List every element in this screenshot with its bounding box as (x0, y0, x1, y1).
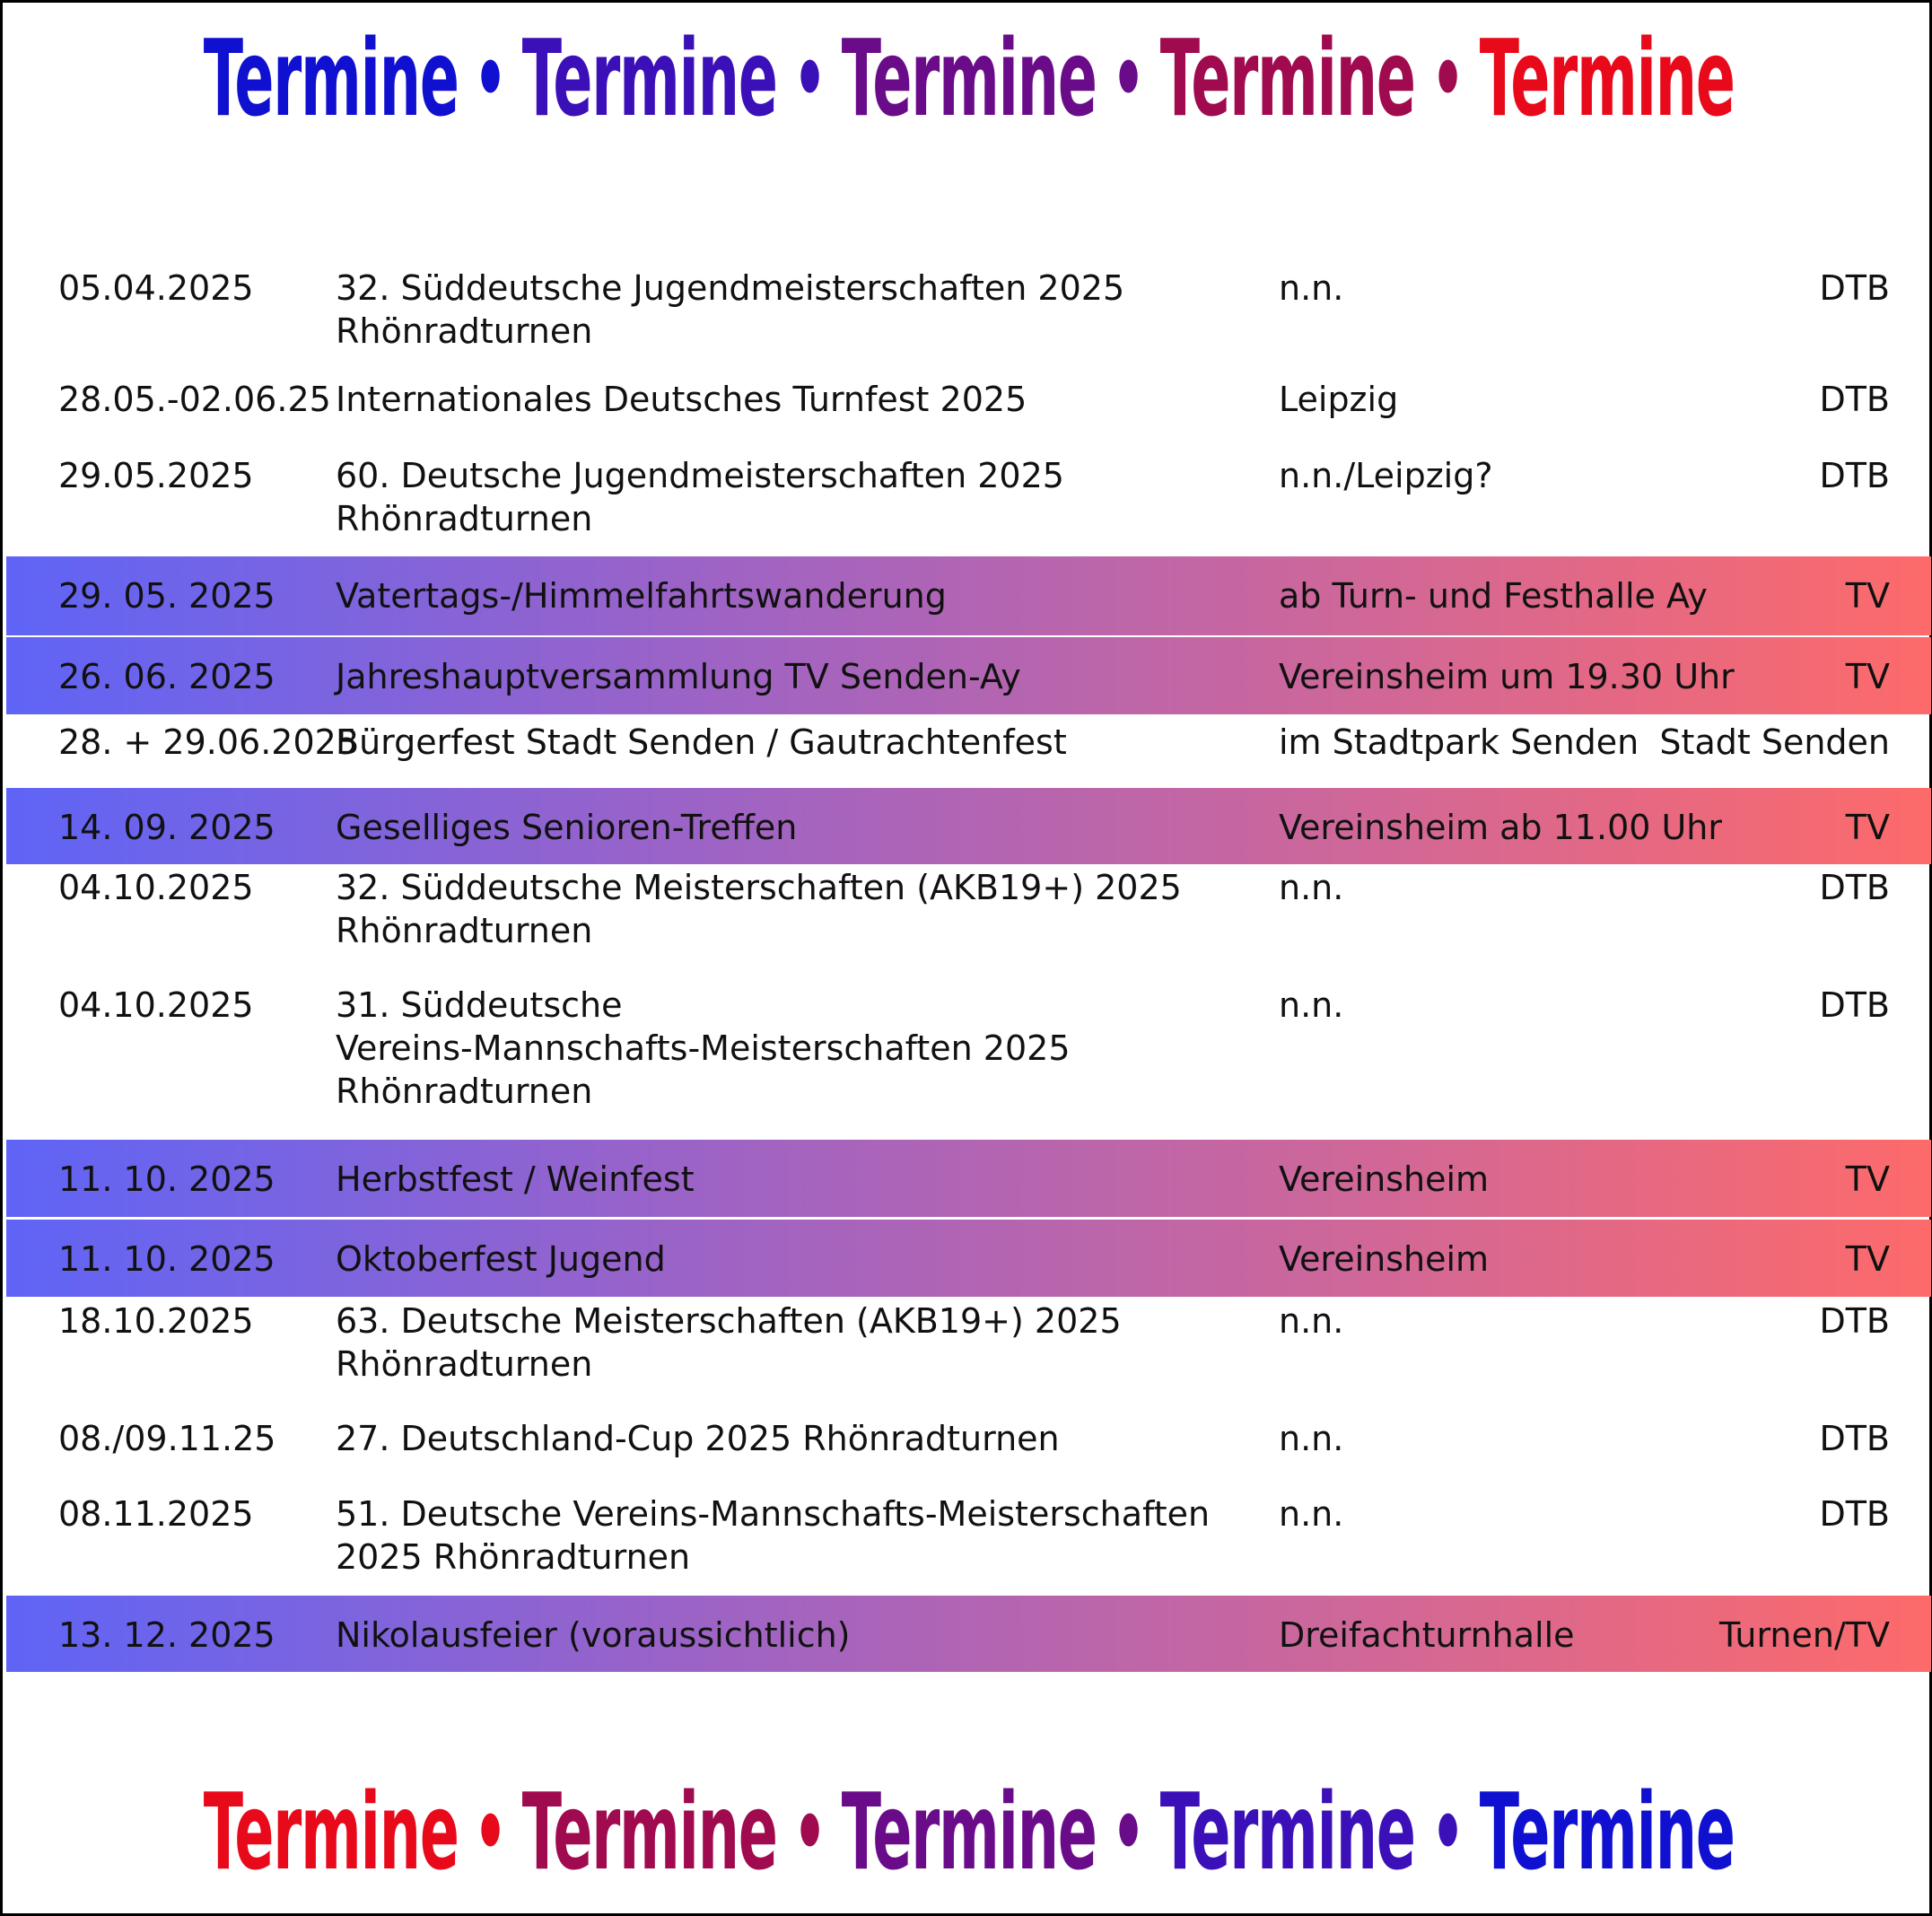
event-title-line: Herbstfest / Weinfest (336, 1159, 695, 1199)
event-location: n.n. (1279, 1419, 1344, 1458)
event-organizer: TV (1845, 1159, 1890, 1199)
event-location: Vereinsheim (1279, 1159, 1490, 1199)
event-row (6, 267, 1931, 353)
banner-word: Termine (1159, 18, 1415, 141)
event-title-line: Rhönradturnen (336, 1344, 593, 1384)
event-title-line: 60. Deutsche Jugendmeisterschaften 2025 (336, 456, 1064, 495)
event-location: n.n. (1279, 1494, 1344, 1534)
event-title-line: Rhönradturnen (336, 499, 593, 538)
event-title-line: 2025 Rhönradturnen (336, 1537, 691, 1577)
event-date: 29. 05. 2025 (58, 576, 275, 616)
banner-separator: • (1430, 23, 1464, 135)
event-location: n.n. (1279, 985, 1344, 1025)
event-location: Vereinsheim ab 11.00 Uhr (1279, 808, 1723, 847)
event-title (336, 574, 1251, 617)
event-title (336, 454, 1251, 540)
event-title (336, 378, 1251, 421)
event-date: 08./09.11.25 (58, 1419, 276, 1458)
event-row (6, 984, 1931, 1113)
event-title-line: 27. Deutschland-Cup 2025 Rhönradturnen (336, 1419, 1060, 1458)
banner-word: Termine (522, 18, 778, 141)
event-row (6, 1417, 1931, 1460)
banner-separator: • (792, 23, 826, 135)
event-title-line: 63. Deutsche Meisterschaften (AKB19+) 2025 (336, 1301, 1122, 1341)
event-title (336, 1158, 1251, 1201)
event-location: Leipzig (1279, 380, 1399, 419)
event-title (336, 1238, 1251, 1281)
event-title-line: Internationales Deutsches Turnfest 2025 (336, 380, 1027, 419)
event-title (336, 267, 1251, 353)
event-title-line: Geselliges Senioren-Treffen (336, 808, 798, 847)
event-location: n.n. (1279, 1301, 1344, 1341)
event-row (6, 788, 1931, 864)
event-title-line: Rhönradturnen (336, 911, 593, 950)
event-location: Vereinsheim (1279, 1239, 1490, 1279)
event-title (336, 1299, 1251, 1386)
event-title-line: Nikolausfeier (voraussichtlich) (336, 1615, 851, 1655)
banner-separator: • (1112, 23, 1145, 135)
event-date: 08.11.2025 (58, 1494, 254, 1534)
event-date: 05.04.2025 (58, 268, 254, 308)
event-date: 13. 12. 2025 (58, 1615, 275, 1655)
event-organizer: DTB (1819, 268, 1890, 308)
event-organizer: TV (1845, 657, 1890, 696)
event-row (6, 1492, 1931, 1579)
banner-word: Termine (841, 18, 1097, 141)
event-date: 28.05.-02.06.25 (58, 380, 331, 419)
banner-separator: • (474, 23, 507, 135)
event-date: 04.10.2025 (58, 868, 254, 907)
event-title (336, 806, 1251, 849)
event-title (336, 984, 1251, 1113)
event-row (6, 1299, 1931, 1386)
banner-separator: • (474, 1777, 507, 1888)
banner-word: Termine (841, 1772, 1097, 1894)
event-organizer: Turnen/TV (1718, 1615, 1890, 1655)
banner-separator: • (1430, 1777, 1464, 1888)
event-row (6, 1596, 1931, 1672)
event-date: 04.10.2025 (58, 985, 254, 1025)
event-location: n.n./Leipzig? (1279, 456, 1493, 495)
event-location: n.n. (1279, 268, 1344, 308)
event-title (336, 1614, 1251, 1657)
banner-word: Termine (203, 1772, 459, 1894)
event-organizer: DTB (1819, 1494, 1890, 1534)
event-location: im Stadtpark Senden (1279, 722, 1639, 762)
event-organizer: TV (1845, 1239, 1890, 1279)
event-location: Vereinsheim um 19.30 Uhr (1279, 657, 1735, 696)
event-title-line: 32. Süddeutsche Meisterschaften (AKB19+) 2025 (336, 868, 1182, 907)
event-title-line: 31. Süddeutsche (336, 985, 623, 1025)
event-row (6, 454, 1931, 540)
event-title-line: Rhönradturnen (336, 1072, 593, 1111)
event-row (6, 556, 1931, 635)
event-date: 26. 06. 2025 (58, 657, 275, 696)
event-organizer: DTB (1819, 985, 1890, 1025)
event-title (336, 866, 1251, 952)
event-title (336, 1492, 1251, 1579)
banner-word: Termine (522, 1772, 778, 1894)
event-location: ab Turn- und Festhalle Ay (1279, 576, 1708, 616)
event-organizer: DTB (1819, 1419, 1890, 1458)
event-title-line: 51. Deutsche Vereins-Mannschafts-Meisterschaften (336, 1494, 1211, 1534)
event-organizer: DTB (1819, 456, 1890, 495)
event-title (336, 655, 1251, 698)
event-organizer: DTB (1819, 1301, 1890, 1341)
event-organizer: TV (1845, 576, 1890, 616)
event-title-line: Bürgerfest Stadt Senden / Gautrachtenfest (336, 722, 1067, 762)
event-organizer: DTB (1819, 380, 1890, 419)
event-date: 29.05.2025 (58, 456, 254, 495)
event-row (6, 378, 1931, 421)
event-title-line: Vatertags-/Himmelfahrtswanderung (336, 576, 947, 616)
banner-bottom (3, 1760, 1932, 1903)
event-row (6, 721, 1931, 774)
event-row (6, 637, 1931, 714)
event-row (6, 1140, 1931, 1217)
banner-separator: • (1112, 1777, 1145, 1888)
banner-separator: • (792, 1777, 826, 1888)
event-organizer: TV (1845, 808, 1890, 847)
event-title-line: Jahreshauptversammlung TV Senden-Ay (336, 657, 1021, 696)
event-date: 28. + 29.06.2025 (58, 722, 359, 762)
event-title-line: Vereins-Mannschafts-Meisterschaften 2025 (336, 1028, 1071, 1068)
event-organizer: Stadt Senden (1659, 722, 1890, 762)
event-date: 11. 10. 2025 (58, 1159, 275, 1199)
event-location: Dreifachturnhalle (1279, 1615, 1575, 1655)
banner-word: Termine (1479, 18, 1735, 141)
banner-word: Termine (203, 18, 459, 141)
banner-top (3, 6, 1932, 150)
event-row (6, 866, 1931, 952)
event-title (336, 1417, 1251, 1460)
banner-word: Termine (1159, 1772, 1415, 1894)
event-date: 11. 10. 2025 (58, 1239, 275, 1279)
event-title-line: Oktoberfest Jugend (336, 1239, 666, 1279)
banner-word: Termine (1479, 1772, 1735, 1894)
event-row (6, 1220, 1931, 1297)
event-organizer: DTB (1819, 868, 1890, 907)
event-date: 18.10.2025 (58, 1301, 254, 1341)
event-title-line: Rhönradturnen (336, 311, 593, 351)
event-date: 14. 09. 2025 (58, 808, 275, 847)
event-title-line: 32. Süddeutsche Jugendmeisterschaften 2025 (336, 268, 1125, 308)
event-location: n.n. (1279, 868, 1344, 907)
event-title (336, 721, 1251, 764)
